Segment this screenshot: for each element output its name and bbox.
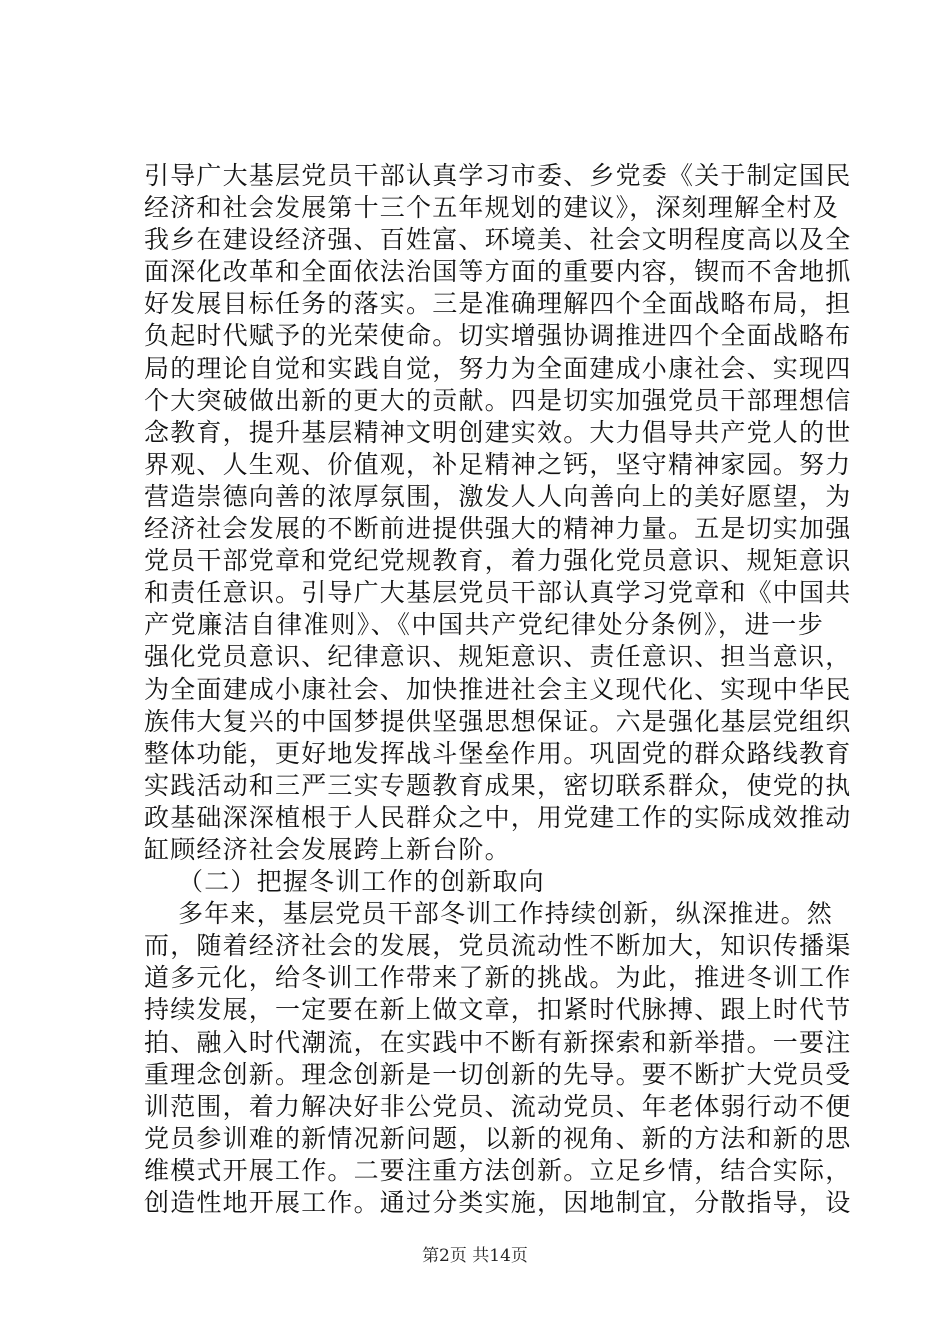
text-line: 局的理论自觉和实践自觉，努力为全面建成小康社会、实现四 (144, 353, 852, 383)
text-line: 维模式开展工作。二要注重方法创新。立足乡情，结合实际， (144, 1155, 852, 1185)
text-line: 经济社会发展的不断前进提供强大的精神力量。五是切实加强 (144, 514, 852, 544)
text-line: 而，随着经济社会的发展，党员流动性不断加大，知识传播渠 (144, 931, 852, 961)
text-line: 个大突破做出新的更大的贡献。四是切实加强党员干部理想信 (144, 385, 852, 415)
text-line: 为全面建成小康社会、加快推进社会主义现代化、实现中华民 (144, 674, 852, 704)
text-line: 实践活动和三严三实专题教育成果，密切联系群众，使党的执 (144, 770, 852, 800)
text-line: 党员参训难的新情况新问题，以新的视角、新的方法和新的思 (144, 1123, 852, 1153)
text-line: 缸顾经济社会发展跨上新台阶。 (144, 834, 511, 864)
page-number-footer: 第2页 共14页 (422, 1246, 528, 1266)
text-line: 政基础深深植根于人民群众之中，用党建工作的实际成效推动 (144, 802, 852, 832)
text-line: 念教育，提升基层精神文明创建实效。大力倡导共产党人的世 (144, 417, 852, 447)
text-line: 负起时代赋予的光荣使命。切实增强协调推进四个全面战略布 (144, 321, 852, 351)
document-body (144, 160, 852, 1219)
text-line: 好发展目标任务的落实。三是准确理解四个全面战略布局，担 (144, 289, 852, 319)
text-line: 营造崇德向善的浓厚氛围，激发人人向善向上的美好愿望，为 (144, 481, 852, 511)
text-line: 强化党员意识、纪律意识、规矩意识、责任意识、担当意识， (144, 642, 852, 672)
text-line: 面深化改革和全面依法治国等方面的重要内容，锲而不舍地抓 (144, 257, 852, 287)
text-line: 重理念创新。理念创新是一切创新的先导。要不断扩大党员受 (144, 1059, 852, 1089)
text-line: 产党廉洁自律准则》、《中国共产党纪律处分条例》，进一步 (144, 610, 824, 640)
text-line: 族伟大复兴的中国梦提供坚强思想保证。六是强化基层党组织 (144, 706, 852, 736)
text-line: 党员干部党章和党纪党规教育，着力强化党员意识、规矩意识 (144, 546, 852, 576)
paragraph-first-line: 多年来，基层党员干部冬训工作持续创新，纵深推进。然 (178, 899, 834, 929)
text-line: 引导广大基层党员干部认真学习市委、乡党委《关于制定国民 (144, 161, 852, 190)
text-line: 训范围，着力解决好非公党员、流动党员、年老体弱行动不便 (144, 1091, 852, 1121)
text-line: 和责任意识。引导广大基层党员干部认真学习党章和《中国共 (144, 578, 852, 608)
text-line: 拍、融入时代潮流，在实践中不断有新探索和新举措。一要注 (144, 1027, 852, 1057)
text-line: 界观、人生观、价值观，补足精神之钙，坚守精神家园。努力 (144, 449, 852, 479)
text-line: 整体功能，更好地发挥战斗堡垒作用。巩固党的群众路线教育 (144, 738, 852, 768)
text-line: 经济和社会发展第十三个五年规划的建议》，深刻理解全村及 (144, 193, 839, 223)
text-line: 持续发展，一定要在新上做文章，扣紧时代脉搏、跟上时代节 (144, 995, 852, 1025)
section-heading: （二）把握冬训工作的创新取向 (178, 867, 545, 897)
text-line: 我乡在建设经济强、百姓富、环境美、社会文明程度高以及全 (144, 225, 852, 255)
text-line: 创造性地开展工作。通过分类实施，因地制宜，分散指导，设 (144, 1188, 852, 1217)
text-line: 道多元化，给冬训工作带来了新的挑战。为此，推进冬训工作 (144, 963, 852, 993)
